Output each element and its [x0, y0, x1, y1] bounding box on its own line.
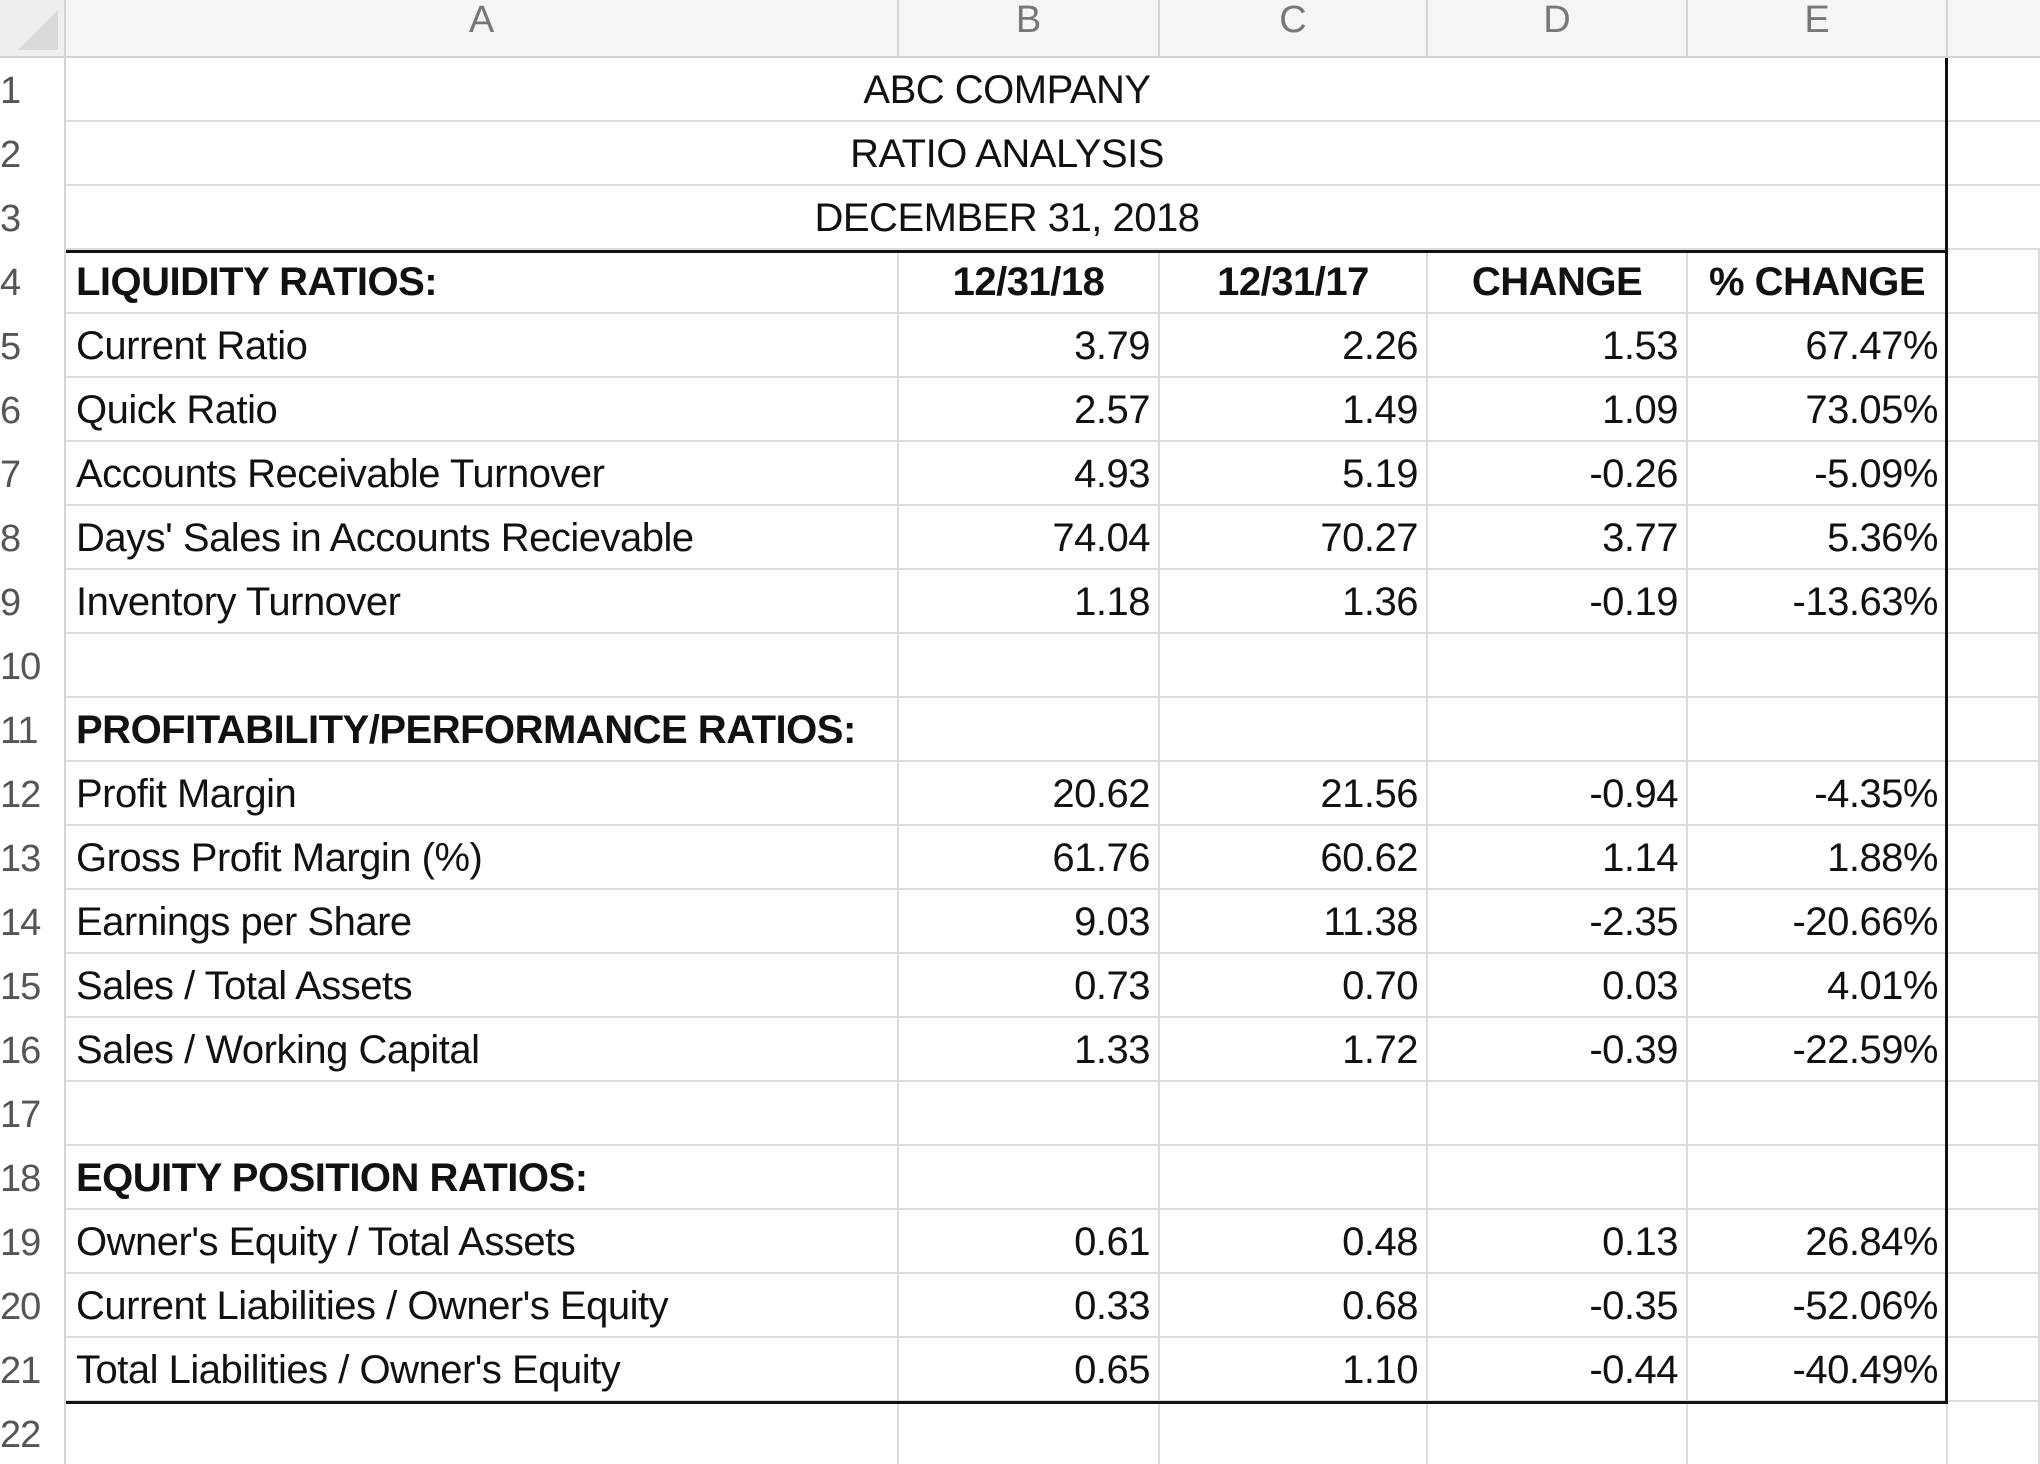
cell[interactable] — [1688, 698, 1948, 762]
header-pct-change[interactable]: % CHANGE — [1688, 250, 1948, 314]
section-heading-profitability[interactable]: PROFITABILITY/PERFORMANCE RATIOS: — [66, 698, 899, 762]
table-row — [66, 506, 2040, 570]
row-header[interactable]: 8 — [0, 506, 66, 570]
value-change[interactable]: -0.39 — [1428, 1018, 1688, 1082]
value-2017[interactable]: 1.36 — [1160, 570, 1428, 634]
value-2017[interactable]: 70.27 — [1160, 506, 1428, 570]
cell[interactable] — [1948, 570, 2040, 634]
row-header[interactable]: 20 — [0, 1274, 66, 1338]
cell[interactable] — [1948, 1274, 2040, 1338]
value-2018[interactable]: 61.76 — [899, 826, 1160, 890]
row-header[interactable]: 14 — [0, 890, 66, 954]
row-header[interactable]: 9 — [0, 570, 66, 634]
ratio-label[interactable]: Sales / Working Capital — [66, 1018, 899, 1082]
value-change[interactable]: 1.09 — [1428, 378, 1688, 442]
cell[interactable] — [66, 1402, 899, 1464]
row-header[interactable]: 21 — [0, 1338, 66, 1402]
cell[interactable] — [1948, 250, 2040, 314]
table-row — [66, 890, 2040, 954]
ratio-label[interactable]: Current Liabilities / Owner's Equity — [66, 1274, 899, 1338]
value-change[interactable]: -0.26 — [1428, 442, 1688, 506]
value-2018[interactable]: 74.04 — [899, 506, 1160, 570]
row-header[interactable]: 22 — [0, 1402, 66, 1464]
value-pct-change[interactable]: 26.84% — [1688, 1210, 1948, 1274]
cell[interactable] — [899, 1082, 1160, 1146]
cell[interactable] — [66, 634, 899, 698]
value-change[interactable]: -0.94 — [1428, 762, 1688, 826]
row-header[interactable]: 10 — [0, 634, 66, 698]
value-pct-change[interactable]: -22.59% — [1688, 1018, 1948, 1082]
header-change[interactable]: CHANGE — [1428, 250, 1688, 314]
ratio-label[interactable]: Days' Sales in Accounts Recievable — [66, 506, 899, 570]
table-row — [66, 314, 2040, 378]
column-header-a[interactable]: A — [66, 0, 899, 56]
value-change[interactable]: -0.19 — [1428, 570, 1688, 634]
value-change[interactable]: -0.35 — [1428, 1274, 1688, 1338]
cell[interactable] — [1948, 122, 2040, 186]
value-2018[interactable]: 20.62 — [899, 762, 1160, 826]
cell[interactable] — [1948, 762, 2040, 826]
value-2017[interactable]: 1.10 — [1160, 1338, 1428, 1402]
row-header[interactable]: 18 — [0, 1146, 66, 1210]
value-2018[interactable]: 0.61 — [899, 1210, 1160, 1274]
cell[interactable] — [1688, 1146, 1948, 1210]
report-title[interactable]: RATIO ANALYSIS — [66, 122, 1948, 186]
table-row — [66, 570, 2040, 634]
column-header-bar — [0, 0, 2040, 58]
table-row — [66, 122, 2040, 186]
table-row — [66, 698, 2040, 762]
table-row — [66, 1274, 2040, 1338]
table-row — [66, 378, 2040, 442]
ratio-label[interactable]: Accounts Receivable Turnover — [66, 442, 899, 506]
row-header[interactable]: 5 — [0, 314, 66, 378]
cell[interactable] — [1948, 1146, 2040, 1210]
value-change[interactable]: -0.44 — [1428, 1338, 1688, 1402]
value-2017[interactable]: 21.56 — [1160, 762, 1428, 826]
column-header-e[interactable]: E — [1688, 0, 1948, 56]
cell[interactable] — [1948, 954, 2040, 1018]
table-row — [66, 186, 2040, 250]
value-2017[interactable]: 60.62 — [1160, 826, 1428, 890]
value-pct-change[interactable]: -40.49% — [1688, 1338, 1948, 1402]
row-header[interactable]: 2 — [0, 122, 66, 186]
value-2017[interactable]: 1.72 — [1160, 1018, 1428, 1082]
table-row — [66, 762, 2040, 826]
row-header-bar — [0, 58, 66, 1464]
row-header[interactable]: 12 — [0, 762, 66, 826]
cell[interactable] — [1948, 826, 2040, 890]
value-2017[interactable]: 2.26 — [1160, 314, 1428, 378]
value-change[interactable]: -2.35 — [1428, 890, 1688, 954]
cell[interactable] — [1688, 634, 1948, 698]
row-header[interactable]: 7 — [0, 442, 66, 506]
value-2017[interactable]: 1.49 — [1160, 378, 1428, 442]
ratio-label[interactable]: Current Ratio — [66, 314, 899, 378]
cell[interactable] — [1948, 378, 2040, 442]
ratio-label[interactable]: Total Liabilities / Owner's Equity — [66, 1338, 899, 1402]
row-header[interactable]: 11 — [0, 698, 66, 762]
cell[interactable] — [1160, 1402, 1428, 1464]
cell[interactable] — [1948, 634, 2040, 698]
row-header[interactable]: 4 — [0, 250, 66, 314]
value-2018[interactable]: 1.33 — [899, 1018, 1160, 1082]
table-row — [66, 954, 2040, 1018]
ratio-label[interactable]: Earnings per Share — [66, 890, 899, 954]
value-2018[interactable]: 0.73 — [899, 954, 1160, 1018]
value-2018[interactable]: 1.18 — [899, 570, 1160, 634]
ratio-label[interactable]: Inventory Turnover — [66, 570, 899, 634]
cell[interactable] — [1688, 1082, 1948, 1146]
value-pct-change[interactable]: 5.36% — [1688, 506, 1948, 570]
value-pct-change[interactable]: -52.06% — [1688, 1274, 1948, 1338]
value-2018[interactable]: 9.03 — [899, 890, 1160, 954]
row-header[interactable]: 6 — [0, 378, 66, 442]
column-header-d[interactable]: D — [1428, 0, 1688, 56]
value-change[interactable]: 3.77 — [1428, 506, 1688, 570]
cell[interactable] — [1160, 634, 1428, 698]
column-header-b[interactable]: B — [899, 0, 1160, 56]
column-header-c[interactable]: C — [1160, 0, 1428, 56]
cell[interactable] — [1428, 698, 1688, 762]
table-row — [66, 58, 2040, 122]
section-heading-equity[interactable]: EQUITY POSITION RATIOS: — [66, 1146, 899, 1210]
cell[interactable] — [1948, 1210, 2040, 1274]
cell[interactable] — [1160, 1146, 1428, 1210]
cell[interactable] — [899, 634, 1160, 698]
value-pct-change[interactable]: 4.01% — [1688, 954, 1948, 1018]
cell[interactable] — [1160, 698, 1428, 762]
table-row — [66, 1402, 2040, 1464]
cell[interactable] — [1948, 890, 2040, 954]
value-2018[interactable]: 0.65 — [899, 1338, 1160, 1402]
cell[interactable] — [1948, 698, 2040, 762]
value-pct-change[interactable]: 1.88% — [1688, 826, 1948, 890]
cell[interactable] — [1948, 442, 2040, 506]
value-pct-change[interactable]: -5.09% — [1688, 442, 1948, 506]
cell[interactable] — [1948, 1082, 2040, 1146]
table-row — [66, 1210, 2040, 1274]
header-12-31-17[interactable]: 12/31/17 — [1160, 250, 1428, 314]
row-header[interactable]: 16 — [0, 1018, 66, 1082]
cell-grid — [66, 58, 2040, 1464]
value-change[interactable]: 0.13 — [1428, 1210, 1688, 1274]
row-header[interactable]: 19 — [0, 1210, 66, 1274]
row-header[interactable]: 15 — [0, 954, 66, 1018]
section-heading-liquidity[interactable]: LIQUIDITY RATIOS: — [66, 250, 899, 314]
value-2018[interactable]: 2.57 — [899, 378, 1160, 442]
value-change[interactable]: 0.03 — [1428, 954, 1688, 1018]
table-row — [66, 826, 2040, 890]
cell[interactable] — [1428, 634, 1688, 698]
table-header-row — [66, 250, 2040, 314]
table-row — [66, 1338, 2040, 1402]
value-2017[interactable]: 0.70 — [1160, 954, 1428, 1018]
table-row — [66, 1018, 2040, 1082]
value-pct-change[interactable]: -13.63% — [1688, 570, 1948, 634]
value-pct-change[interactable]: -4.35% — [1688, 762, 1948, 826]
select-all-corner[interactable] — [0, 0, 66, 56]
value-2017[interactable]: 0.48 — [1160, 1210, 1428, 1274]
cell[interactable] — [66, 1082, 899, 1146]
cell[interactable] — [1948, 186, 2040, 250]
row-header[interactable]: 17 — [0, 1082, 66, 1146]
cell[interactable] — [1688, 1402, 1948, 1464]
cell[interactable] — [1428, 1082, 1688, 1146]
cell[interactable] — [1948, 1338, 2040, 1402]
value-2018[interactable]: 4.93 — [899, 442, 1160, 506]
cell[interactable] — [1948, 58, 2040, 122]
table-row — [66, 634, 2040, 698]
row-header[interactable]: 13 — [0, 826, 66, 890]
value-change[interactable]: 1.14 — [1428, 826, 1688, 890]
cell[interactable] — [1948, 314, 2040, 378]
value-2017[interactable]: 11.38 — [1160, 890, 1428, 954]
cell[interactable] — [1948, 1018, 2040, 1082]
cell[interactable] — [1948, 1402, 2040, 1464]
table-row — [66, 1082, 2040, 1146]
cell[interactable] — [1160, 1082, 1428, 1146]
row-header[interactable]: 1 — [0, 58, 66, 122]
value-pct-change[interactable]: 67.47% — [1688, 314, 1948, 378]
cell[interactable] — [899, 1146, 1160, 1210]
value-pct-change[interactable]: 73.05% — [1688, 378, 1948, 442]
ratio-label[interactable]: Sales / Total Assets — [66, 954, 899, 1018]
value-change[interactable]: 1.53 — [1428, 314, 1688, 378]
ratio-label[interactable]: Owner's Equity / Total Assets — [66, 1210, 899, 1274]
value-2018[interactable]: 3.79 — [899, 314, 1160, 378]
ratio-label[interactable]: Profit Margin — [66, 762, 899, 826]
value-pct-change[interactable]: -20.66% — [1688, 890, 1948, 954]
value-2017[interactable]: 5.19 — [1160, 442, 1428, 506]
table-row — [66, 442, 2040, 506]
cell[interactable] — [899, 1402, 1160, 1464]
ratio-label[interactable]: Gross Profit Margin (%) — [66, 826, 899, 890]
row-header[interactable]: 3 — [0, 186, 66, 250]
report-date[interactable]: DECEMBER 31, 2018 — [66, 186, 1948, 250]
cell[interactable] — [899, 698, 1160, 762]
header-12-31-18[interactable]: 12/31/18 — [899, 250, 1160, 314]
value-2017[interactable]: 0.68 — [1160, 1274, 1428, 1338]
table-row — [66, 1146, 2040, 1210]
value-2018[interactable]: 0.33 — [899, 1274, 1160, 1338]
cell[interactable] — [1948, 506, 2040, 570]
ratio-label[interactable]: Quick Ratio — [66, 378, 899, 442]
cell[interactable] — [1428, 1146, 1688, 1210]
company-title[interactable]: ABC COMPANY — [66, 58, 1948, 122]
cell[interactable] — [1428, 1402, 1688, 1464]
